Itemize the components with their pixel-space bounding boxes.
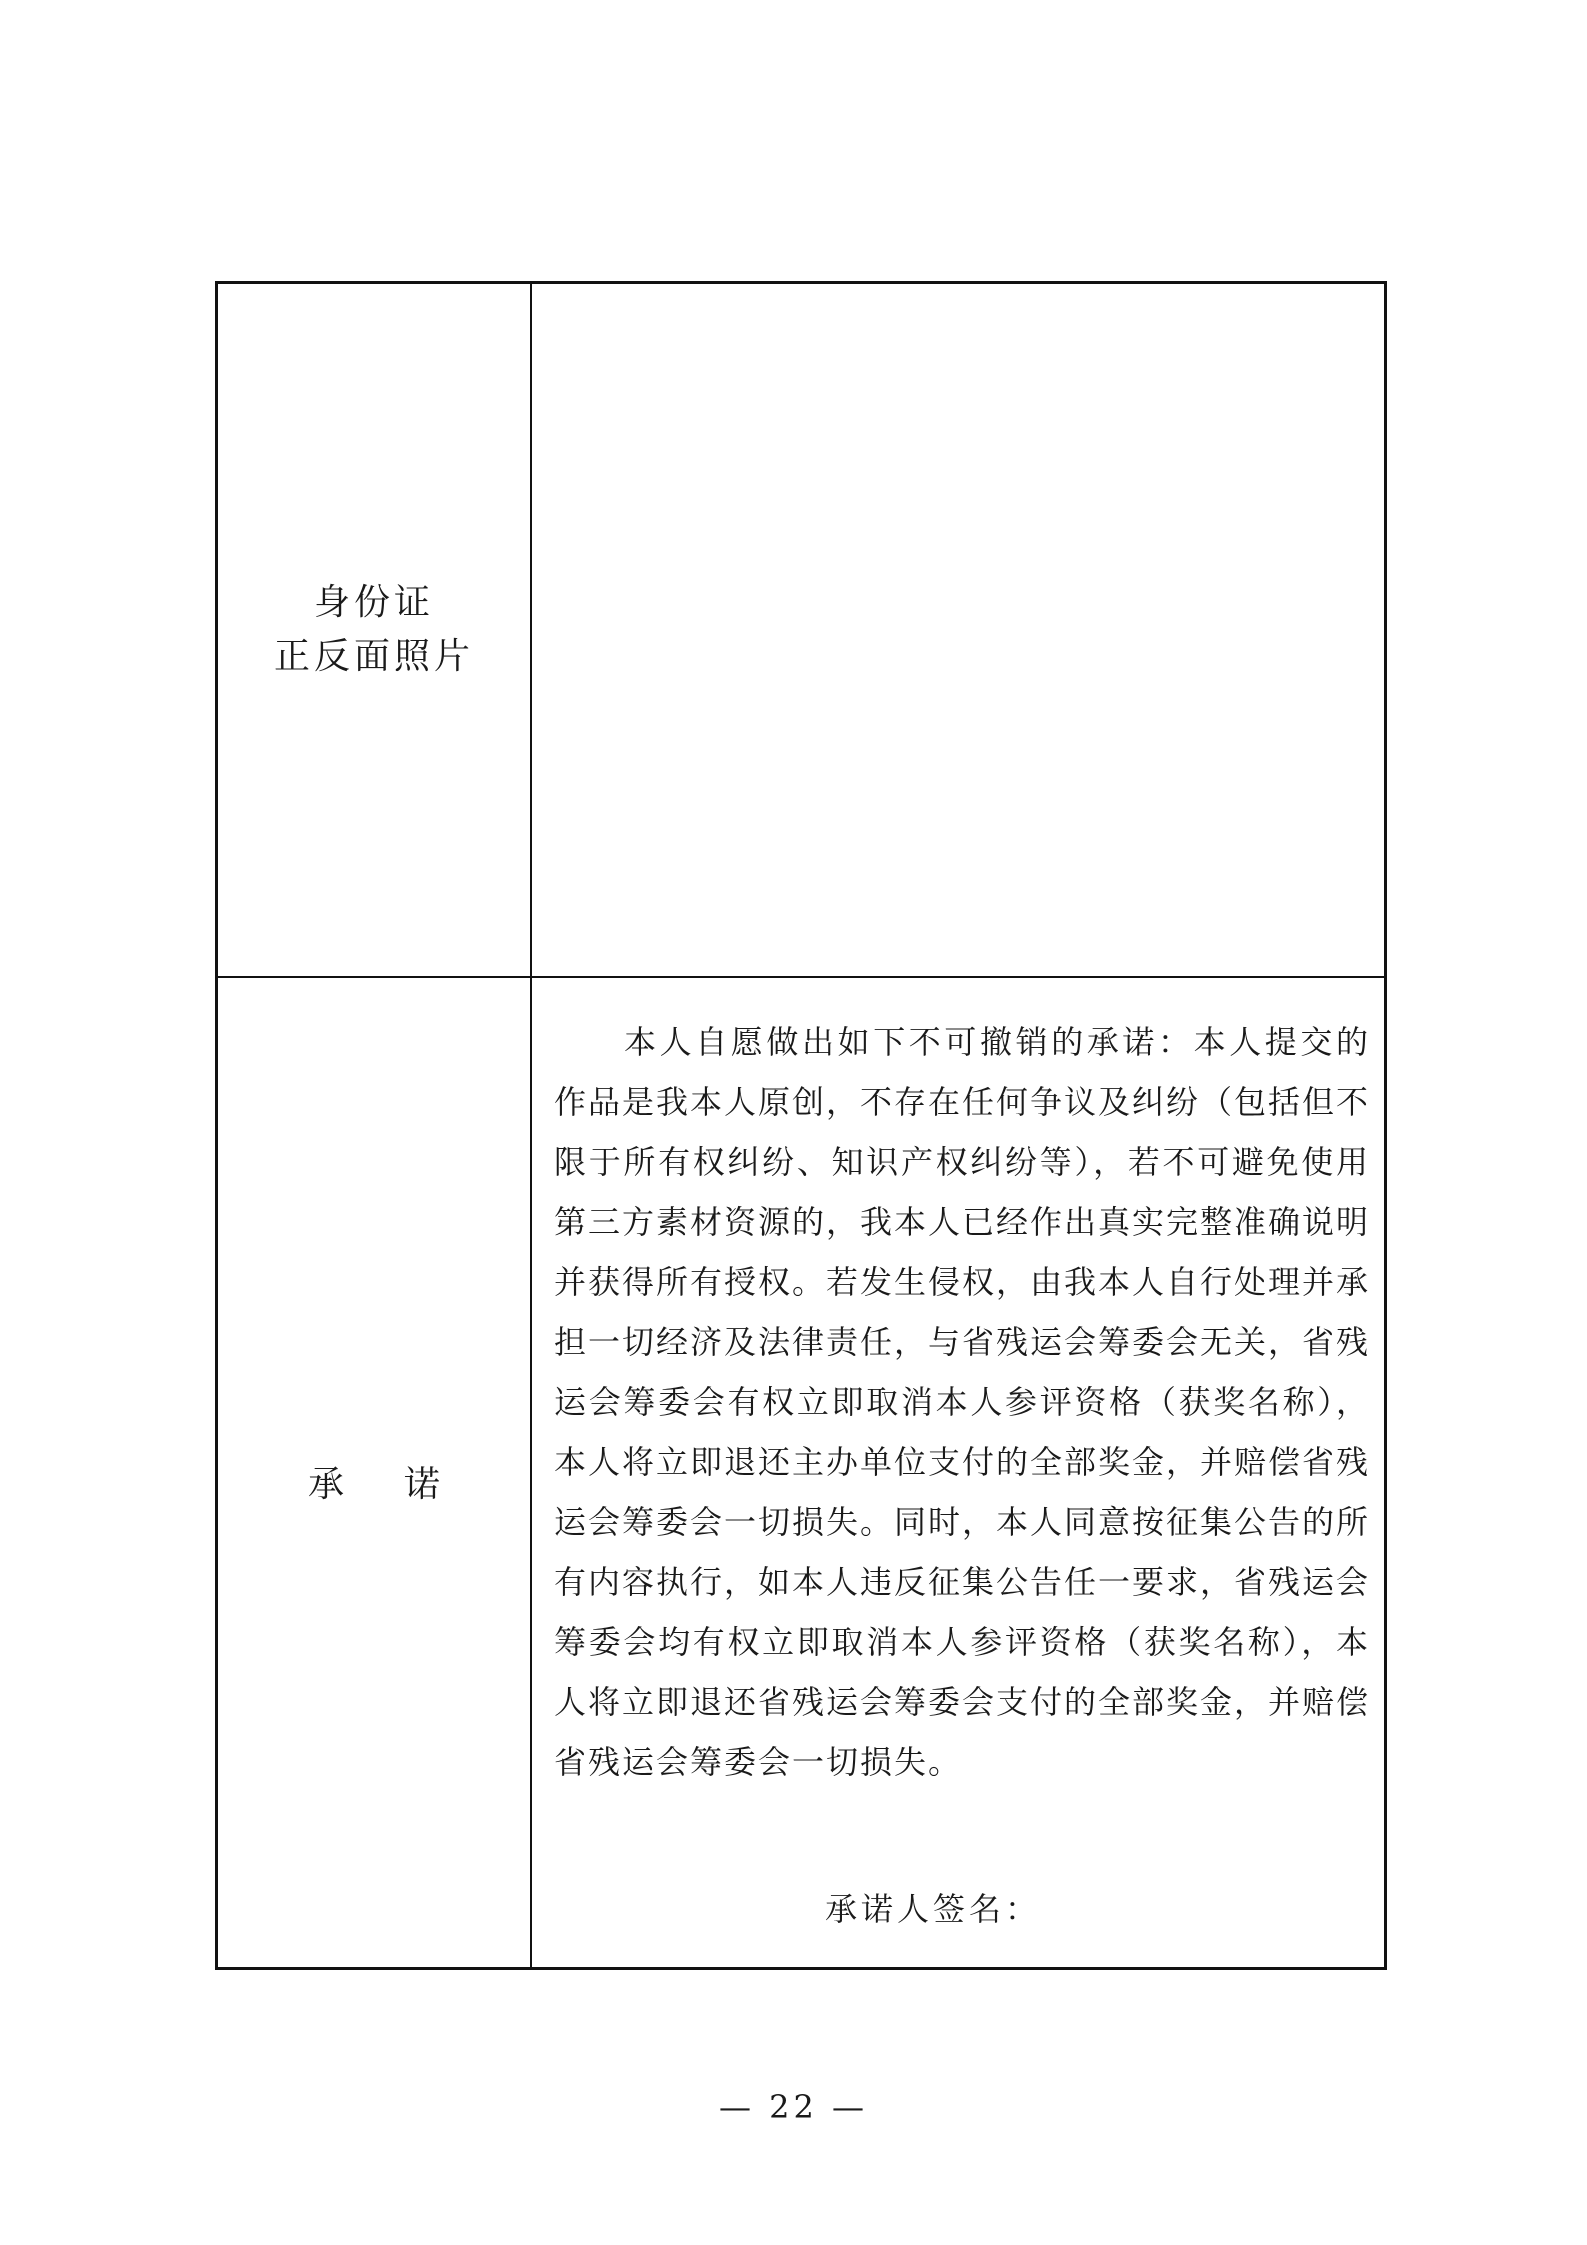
- id-photo-row: [218, 284, 1384, 978]
- commitment-form-table: [215, 281, 1387, 1970]
- promise-label: 承诺: [307, 1464, 500, 1505]
- promise-body-text: 本人自愿做出如下不可撤销的承诺：本人提交的作品是我本人原创，不存在任何争议及纠纷（包括但不限于所有权纠纷、知识产权纠纷等），若不可避免使用第三方素材资源的，我本人已经作出真实完整准确说明并获得所有授权。若发生侵权，由我本人自行处理并承担一切经济及法律责任，与省残运会筹委会无关，省残运会筹委会有权立即取消本人参评资格（获奖名称），本人将立即退还主办单位支付的全部奖金，并赔偿省残运会筹委会一切损失。同时，本人同意按征集公告的所有内容执行，如本人违反征集公告任一要求，省残运会筹委会均有权立即取消本人参评资格（获奖名称），本人将立即退还省残运会筹委会支付的全部奖金，并赔偿省残运会筹委会一切损失。: [554, 1023, 1371, 1781]
- id-photo-label-cell: [218, 284, 530, 976]
- promise-row: [218, 978, 1384, 1967]
- promise-label-cell: [218, 978, 530, 1967]
- id-photo-placeholder: [532, 284, 1384, 976]
- signature-label: 承诺人签名：: [824, 1890, 1041, 1928]
- id-photo-label-line2: 正反面照片: [273, 636, 474, 677]
- signature-line: [532, 1884, 1384, 1930]
- id-photo-upload-area[interactable]: [532, 284, 1384, 976]
- page-number: — 22 —: [718, 2088, 869, 2126]
- promise-content-cell: [532, 978, 1384, 1967]
- id-photo-label-line1: 身份证: [313, 582, 434, 623]
